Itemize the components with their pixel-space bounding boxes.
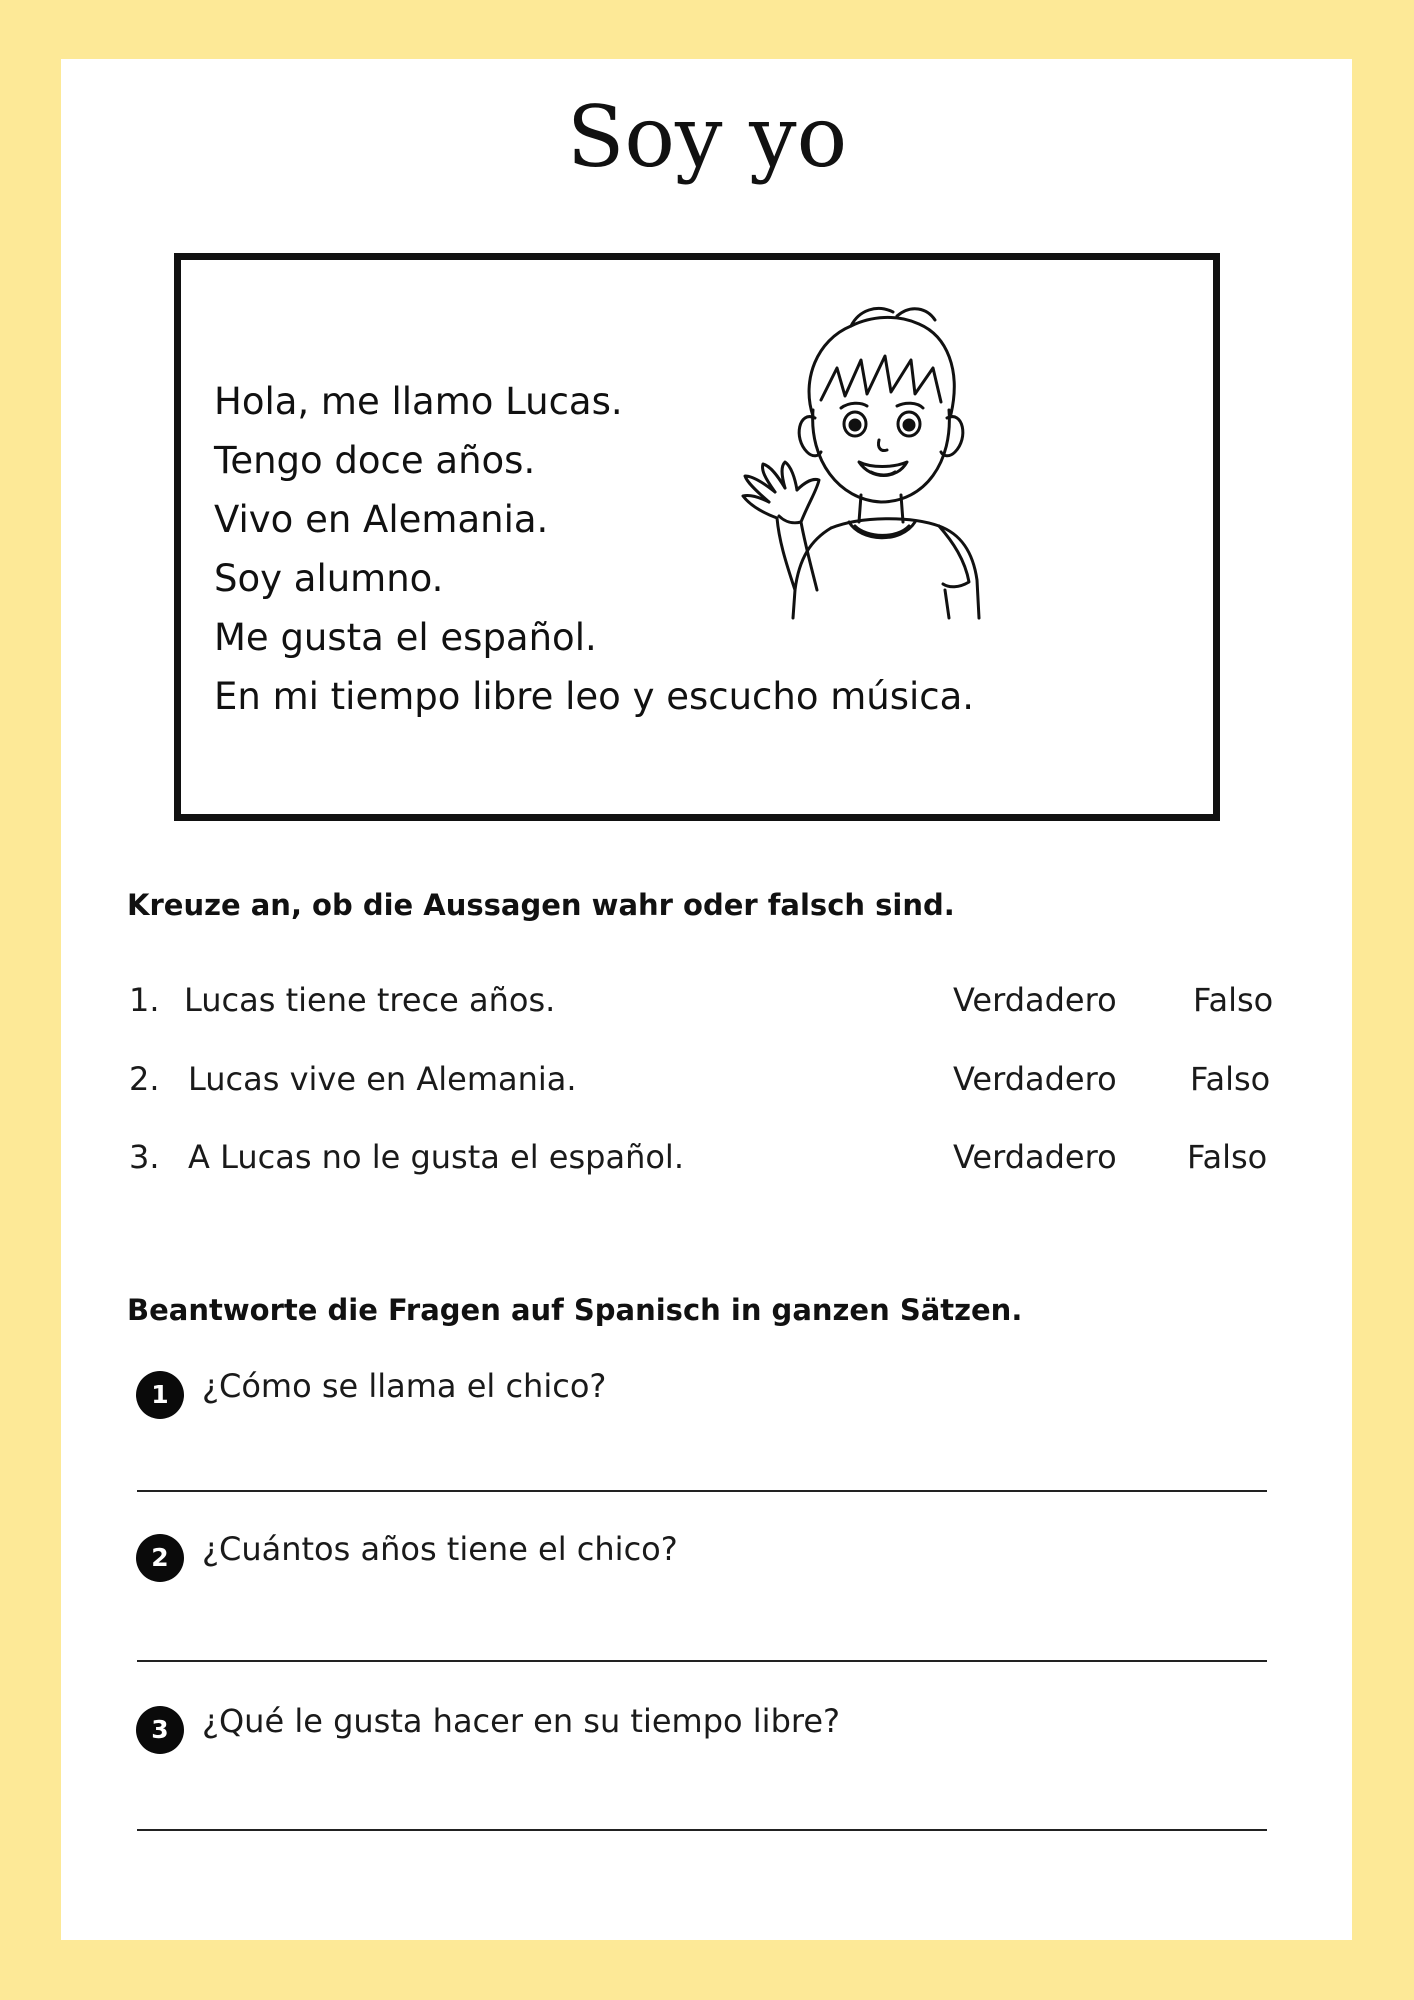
number-badge-icon: 3 [136,1706,184,1754]
true-false-row [129,1138,1279,1178]
statement-number: 2. [129,1060,160,1098]
statement-text: A Lucas no le gusta el español. [188,1138,684,1176]
number-badge-icon: 2 [136,1534,184,1582]
answer-line[interactable] [137,1490,1267,1492]
question-item [136,1367,1286,1417]
reading-line: Hola, me llamo Lucas. [214,380,623,423]
statement-text: Lucas tiene trece años. [184,981,556,1019]
statement-number: 1. [129,981,160,1019]
true-false-row [129,981,1279,1021]
waving-boy-illustration [721,290,1051,620]
false-option[interactable]: Falso [1187,1138,1268,1176]
reading-text-box [174,253,1220,821]
reading-line: Tengo doce años. [214,439,536,482]
reading-line: Vivo en Alemania. [214,498,549,541]
question-text: ¿Qué le gusta hacer en su tiempo libre? [202,1702,840,1740]
true-false-instruction: Kreuze an, ob die Aussagen wahr oder falsch sind. [127,888,955,922]
true-option[interactable]: Verdadero [953,1060,1117,1098]
question-item [136,1530,1286,1580]
reading-line: Me gusta el español. [214,616,597,659]
false-option[interactable]: Falso [1193,981,1274,1019]
answer-line[interactable] [137,1660,1267,1662]
question-text: ¿Cuántos años tiene el chico? [202,1530,678,1568]
question-text: ¿Cómo se llama el chico? [202,1367,607,1405]
statement-number: 3. [129,1138,160,1176]
true-option[interactable]: Verdadero [953,1138,1117,1176]
answer-line[interactable] [137,1829,1267,1831]
true-option[interactable]: Verdadero [953,981,1117,1019]
true-false-row [129,1060,1279,1100]
number-badge-icon: 1 [136,1371,184,1419]
reading-line: Soy alumno. [214,557,444,600]
false-option[interactable]: Falso [1190,1060,1271,1098]
page-title: Soy yo [566,88,848,186]
question-item [136,1702,1286,1752]
questions-instruction: Beantworte die Fragen auf Spanisch in ganzen Sätzen. [127,1293,1023,1327]
reading-line: En mi tiempo libre leo y escucho música. [214,675,975,718]
statement-text: Lucas vive en Alemania. [188,1060,577,1098]
